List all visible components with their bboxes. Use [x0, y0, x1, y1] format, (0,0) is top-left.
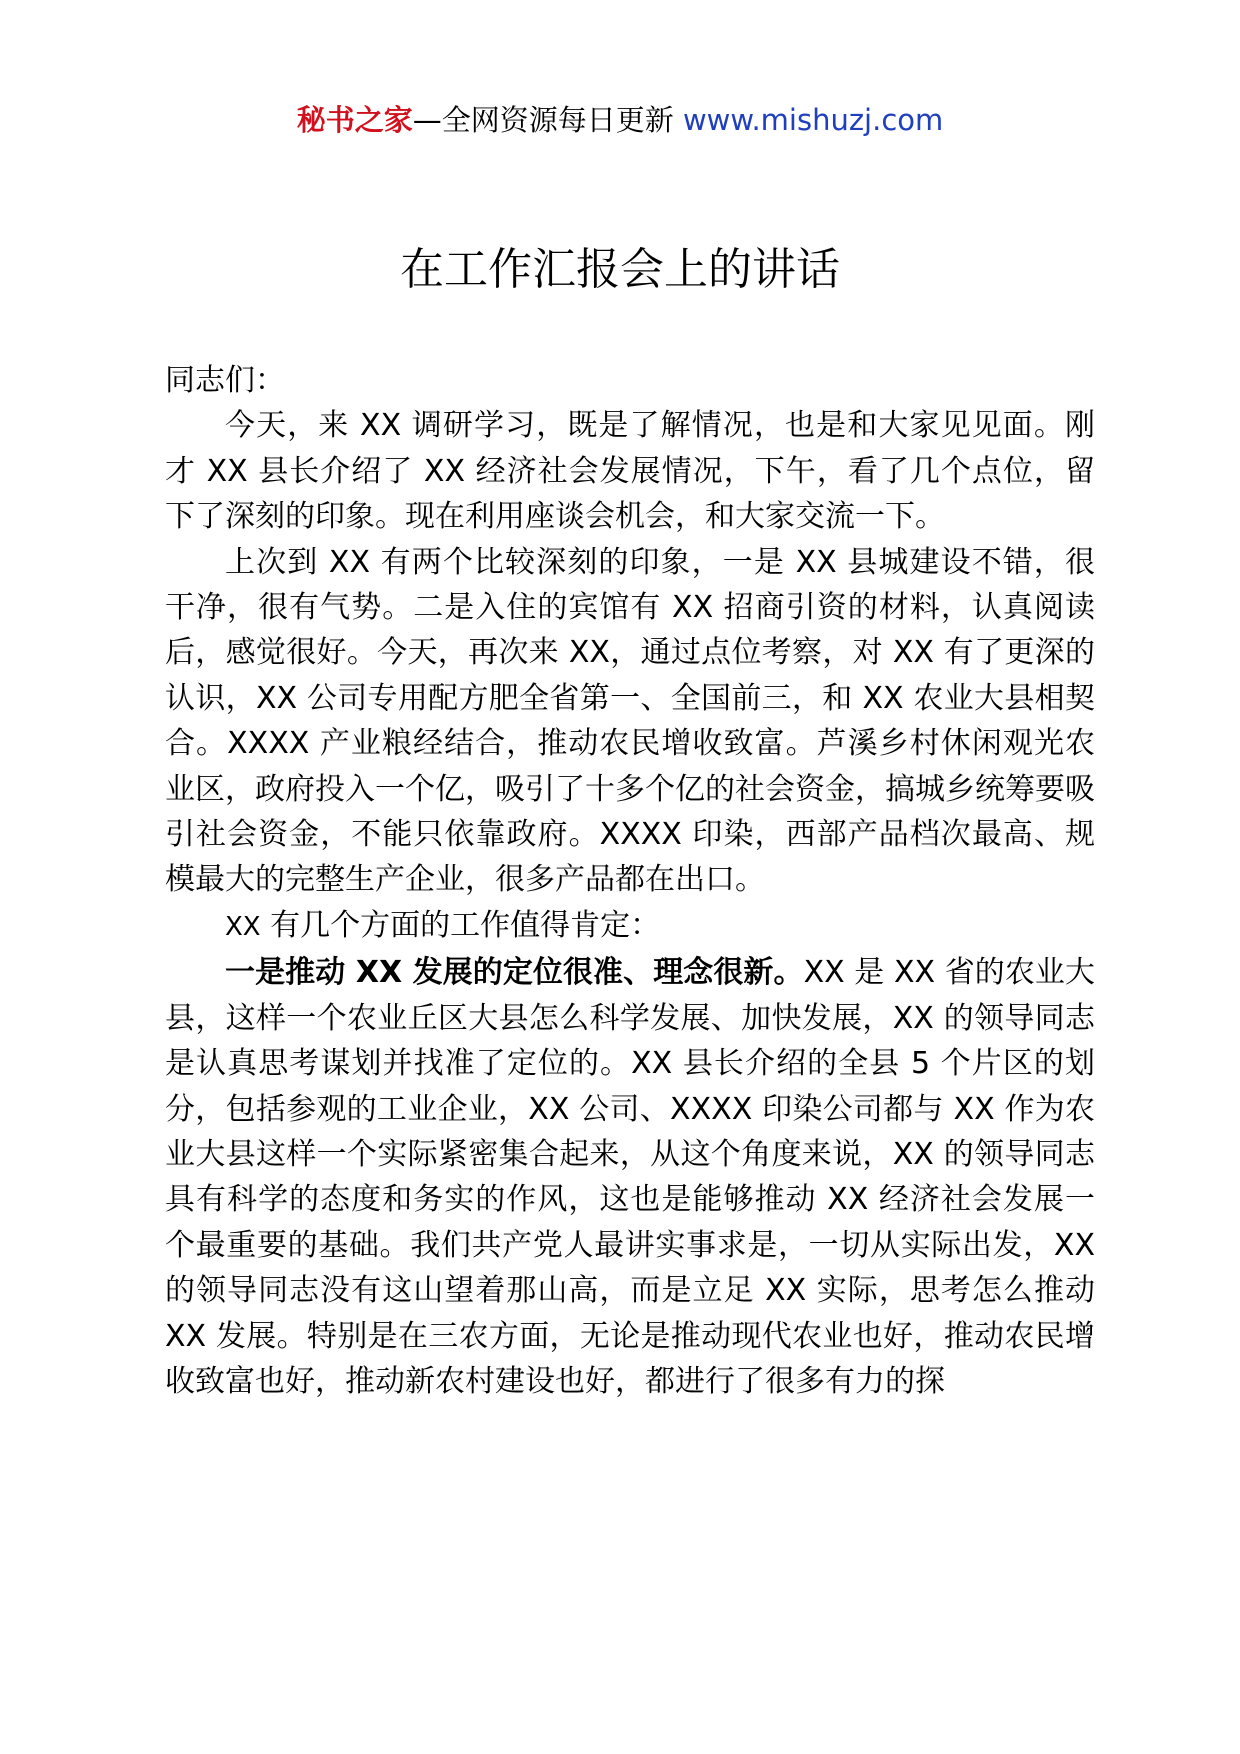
paragraph-bold-lead: 一是推动 XX 发展的定位很准、理念很新。	[225, 955, 804, 991]
paragraph-text: 上次到 XX 有两个比较深刻的印象，一是 XX 县城建设不错，很干净，很有气势。二是入住的宾馆有 XX 招商引资的材料，认真阅读后，感觉很好。今天，再次来 XX，通过点位考察，对 XX 有了更深的认识，XX 公司专用配方肥全省第一、全国前三，和 XX 农业大县相契合。XXXX 产业粮经结合，推动农民增收致富。芦溪乡村休闲观光农业区，政府投入一个亿，吸引了十多个亿的社会资金，搞城乡统筹要吸引社会资金，不能只依靠政府。XXXX 印染，西部产品档次最高、规模最大的完整生产企业，很多产品都在出口。	[165, 544, 1095, 898]
paragraph-text: 今天，来 XX 调研学习，既是了解情况，也是和大家见见面。刚才 XX 县长介绍了 XX 经济社会发展情况，下午，看了几个点位，留下了深刻的印象。现在利用座谈会机会，和大家交流一下。	[165, 408, 1095, 535]
site-header	[0, 100, 1240, 140]
header-tagline: —全网资源每日更新	[412, 103, 674, 137]
paragraph-lead: XX	[225, 911, 261, 942]
paragraph-text: XX 是 XX 省的农业大县，这样一个农业丘区大县怎么科学发展、加快发展，XX 的领导同志是认真思考谋划并找准了定位的。XX 县长介绍的全县 5 个片区的划分，包括参观的工业企业，XX 公司、XXXX 印染公司都与 XX 作为农业大县这样一个实际紧密集合起来，从这个角度来说，XX 的领导同志具有科学的态度和务实的作风，这也是能够推动 XX 经济社会发展一个最重要的基础。我们共产党人最讲实事求是，一切从实际出发，XX 的领导同志没有这山望着那山高，而是立足 XX 实际，思考怎么推动 XX 发展。特别是在三农方面，无论是推动现代农业也好，推动农民增收致富也好，推动新农村建设也好，都进行了很多有力的探	[165, 955, 1095, 1399]
paragraph	[165, 950, 1095, 1404]
document-title: 在工作汇报会上的讲话	[400, 244, 840, 295]
paragraph	[165, 540, 1095, 903]
paragraph	[165, 403, 1095, 539]
document-body	[165, 358, 1095, 1404]
brand-name: 秘书之家	[296, 103, 413, 137]
paragraph	[165, 903, 1095, 950]
site-url-link[interactable]: www.mishuzj.com	[682, 103, 944, 137]
salutation: 同志们：	[165, 363, 285, 398]
paragraph-text: 有几个方面的工作值得肯定：	[260, 907, 661, 943]
